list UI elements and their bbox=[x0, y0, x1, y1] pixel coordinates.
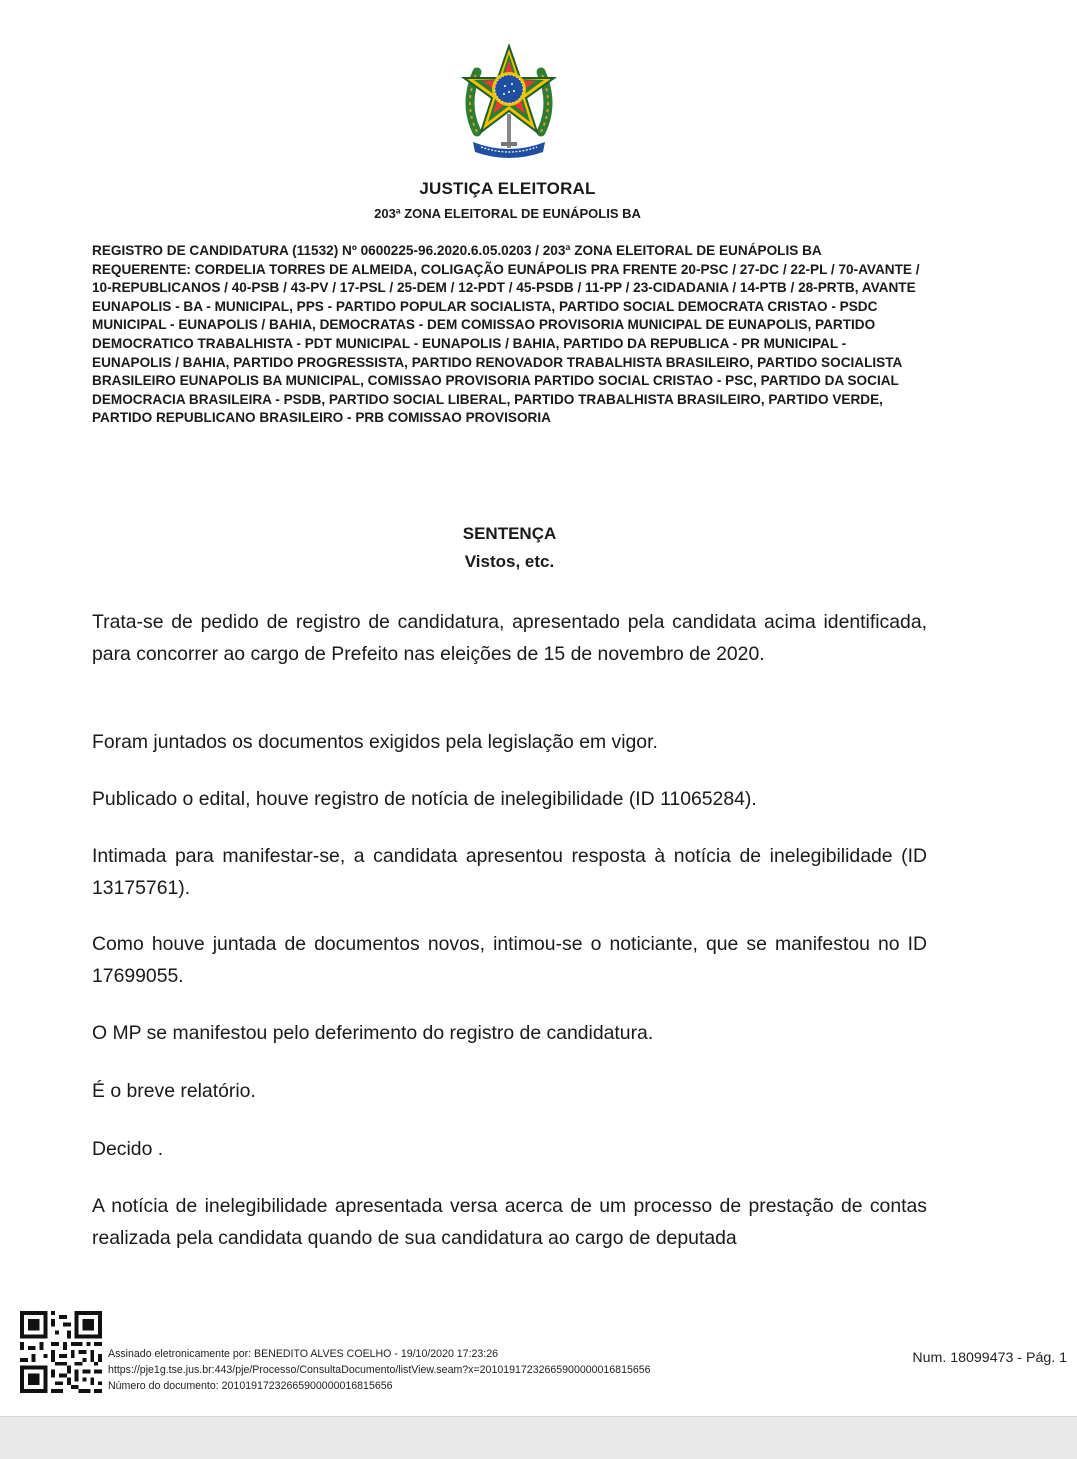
body-paragraph: Trata-se de pedido de registro de candidatura, apresentado pela candidata acima identificada, para concorrer ao cargo de Prefeito nas eleições de 15 de novembro de 2020. bbox=[92, 611, 927, 665]
body-paragraph: É o breve relatório. bbox=[92, 1080, 256, 1102]
body-paragraph: Publicado o edital, houve registro de notícia de inelegibilidade (ID 11065284). bbox=[92, 788, 757, 810]
signature-line: Assinado eletronicamente por: BENEDITO ALVES COELHO - 19/10/2020 17:23:26 bbox=[108, 1348, 499, 1360]
viewer-bottom-bar bbox=[0, 1416, 1077, 1459]
brazil-coat-of-arms-emblem bbox=[459, 44, 559, 162]
case-petitioner-line: REQUERENTE: CORDELIA TORRES DE ALMEIDA, COLIGAÇÃO EUNÁPOLIS PRA FRENTE 20-PSC / 27-DC / 22-PL / 70-AVANTE / 10-REPUBLICANOS / 40-PSB / 43-PV / 17-PSL / 25-DEM / 12-PDT / 45-PSDB / 11-PP / 23-CIDADANIA / 14-PTB / 28-PRTB, AVANTE EUNAPOLIS - BA - MUNICIPAL, PPS - PARTIDO POPULAR SOCIALISTA, PARTIDO SOCIAL DEMOCRATA CRISTAO - PSDC MUNICIPAL - EUNAPOLIS / BAHIA, DEMOCRATAS - DEM COMISSAO PROVISORIA MUNICIPAL DE EUNAPOLIS, PARTIDO DEMOCRATICO TRABALHISTA - PDT MUNICIPAL - EUNAPOLIS / BAHIA, PARTIDO DA REPUBLICA - PR MUNICIPAL - EUNAPOLIS / BAHIA, PARTIDO PROGRESSISTA, PARTIDO RENOVADOR TRABALHISTA BRASILEIRO, PARTIDO SOCIALISTA BRASILEIRO EUNAPOLIS BA MUNICIPAL, COMISSAO PROVISORIA PARTIDO SOCIAL CRISTAO - PSC, PARTIDO DA SOCIAL DEMOCRACIA BRASILEIRA - PSDB, PARTIDO SOCIAL LIBERAL, PARTIDO TRABALHISTA BRASILEIRO, PARTIDO VERDE, PARTIDO REPUBLICANO BRASILEIRO - PRB COMISSAO PROVISORIA bbox=[92, 261, 920, 426]
case-registration-line: REGISTRO DE CANDIDATURA (11532) Nº 0600225-96.2020.6.05.0203 / 203ª ZONA ELEITORAL DE EUNÁPOLIS BA bbox=[92, 243, 822, 258]
sentence-title: SENTENÇA bbox=[462, 524, 557, 543]
sentence-subtitle: Vistos, etc. bbox=[464, 552, 555, 571]
document-url-link[interactable]: https://pje1g.tse.jus.br:443/pje/Processo/ConsultaDocumento/listView.seam?x=20101917232665900000016815656 bbox=[108, 1364, 651, 1376]
qr-code-icon[interactable] bbox=[20, 1311, 102, 1393]
document-number: Número do documento: 20101917232665900000016815656 bbox=[108, 1380, 393, 1392]
page-number-info: Num. 18099473 - Pág. 1 bbox=[912, 1350, 1067, 1366]
court-title: JUSTIÇA ELEITORAL bbox=[419, 179, 596, 198]
body-paragraph: Intimada para manifestar-se, a candidata apresentou resposta à notícia de inelegibilidade (ID 13175761). bbox=[92, 845, 927, 899]
electoral-zone-subtitle: 203ª ZONA ELEITORAL DE EUNÁPOLIS BA bbox=[374, 206, 641, 221]
case-caption bbox=[92, 242, 922, 428]
body-paragraph: Foram juntados os documentos exigidos pela legislação em vigor. bbox=[92, 731, 658, 753]
body-paragraph: Como houve juntada de documentos novos, intimou-se o noticiante, que se manifestou no ID 17699055. bbox=[92, 933, 927, 987]
body-paragraph: A notícia de inelegibilidade apresentada versa acerca de um processo de prestação de contas realizada pela candidata quando de sua candidatura ao cargo de deputada bbox=[92, 1195, 927, 1249]
body-paragraph: Decido . bbox=[92, 1138, 164, 1160]
document-footer bbox=[0, 1308, 1077, 1408]
body-paragraph: O MP se manifestou pelo deferimento do registro de candidatura. bbox=[92, 1022, 654, 1044]
